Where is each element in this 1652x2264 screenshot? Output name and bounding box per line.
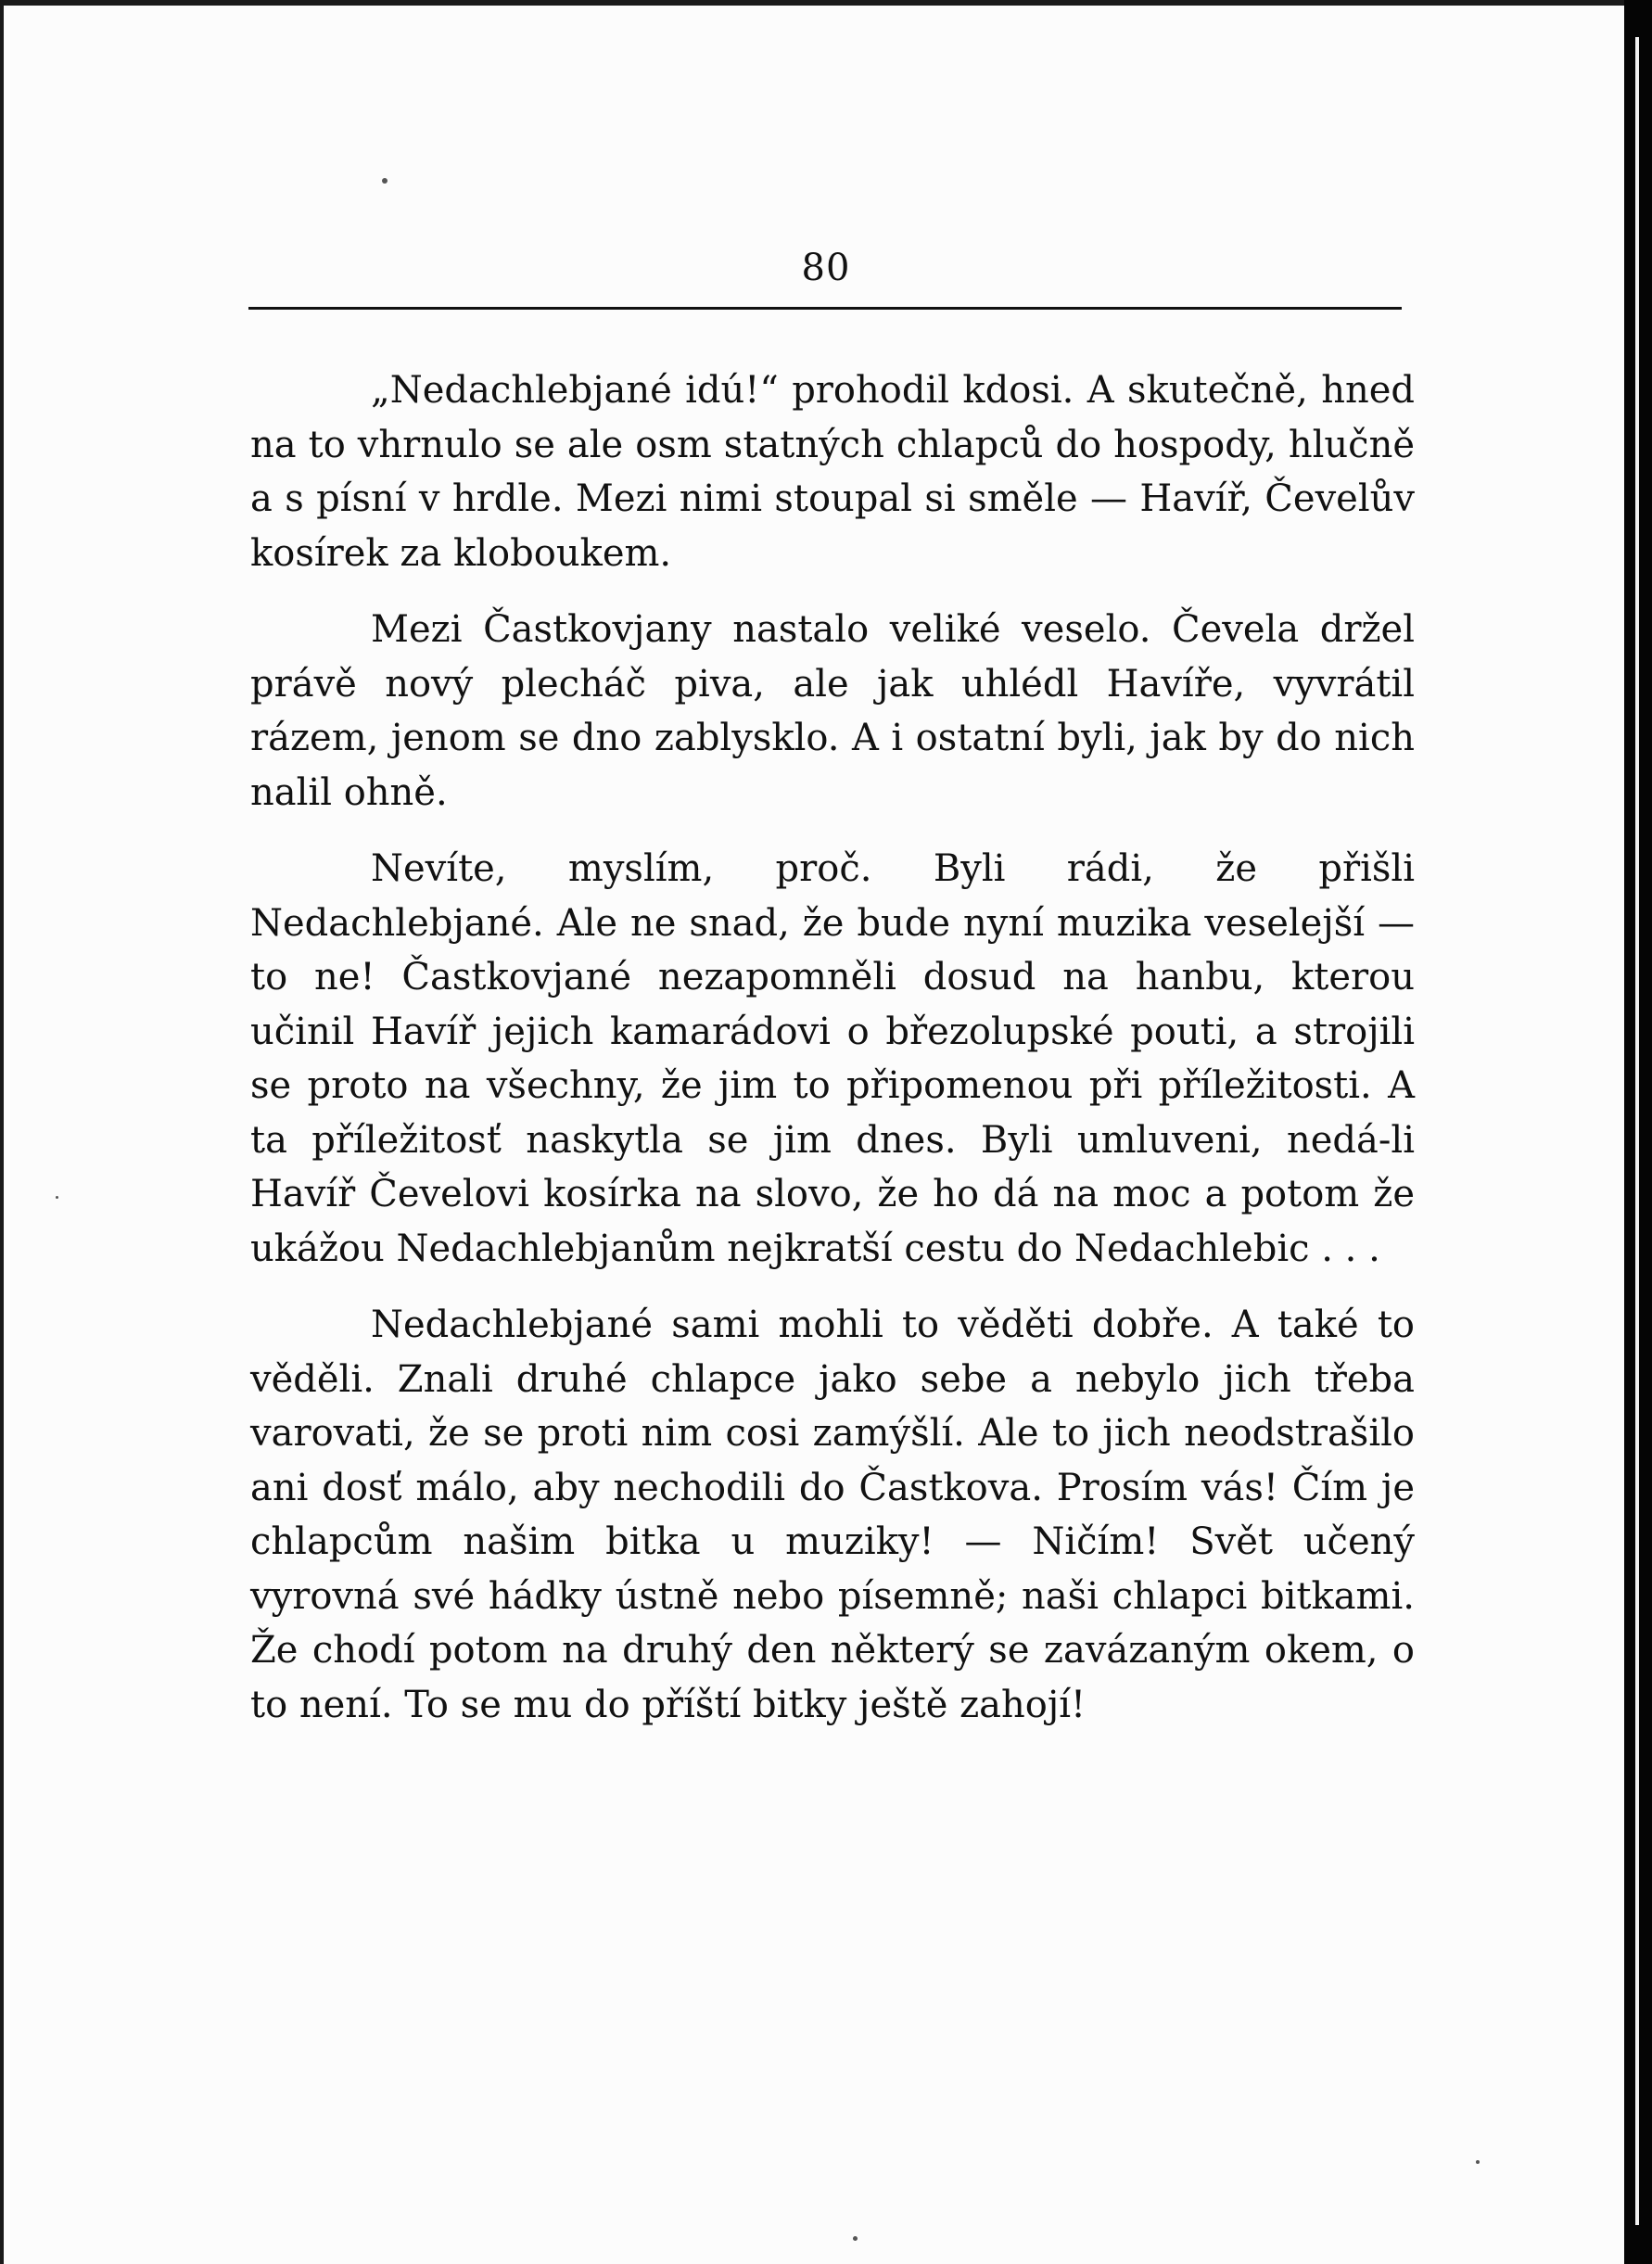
- paragraph: Mezi Častkovjany nastalo veliké veselo. Čevela držel právě nový plecháč piva, ale jak uhlédl Havíře, vyvrátil rázem, jenom se dno zablysklo. A i ostatní byli, jak by do nich nalil ohně.: [250, 608, 1415, 814]
- paragraph: Nevíte, myslím, proč. Byli rádi, že přišli Nedachlebjané. Ale ne snad, že bude nyní muzika veselejší — to ne! Častkovjané nezapomněli dosud na hanbu, kterou učinil Havíř jejich kamarádovi o březolupské pouti, a strojili se proto na všechny, že jim to připomenou při příležitosti. A ta příležitosť naskytla se jim dnes. Byli umluveni, nedá-li Havíř Čevelovi kosírka na slovo, že ho dá na moc a potom že ukážou Nedachlebjanům nejkratší cestu do Nedachlebic . . .: [250, 847, 1415, 1270]
- scan-speck: [1476, 2160, 1480, 2164]
- scan-right-rule: [1635, 37, 1639, 2225]
- paragraph: „Nedachlebjané idú!“ prohodil kdosi. A skutečně, hned na to vhrnulo se ale osm statných chlapců do hospody, hlučně a s písní v hrdle. Mezi nimi stoupal si směle — Havíř, Čevelův kosírek za kloboukem.: [250, 369, 1415, 575]
- scan-speck: [56, 1196, 58, 1199]
- scan-top-edge: [0, 0, 1624, 6]
- paragraph: Nedachlebjané sami mohli to věděti dobře. A také to věděli. Znali druhé chlapce jako sebe a nebylo jich třeba varovati, že se proti nim cosi zamýšlí. Ale to jich neodstrašilo ani dosť málo, aby nechodili do Častkova. Prosím vás! Čím je chlapcům našim bitka u muziky! — Ničím! Svět učený vyrovná své hádky ústně nebo písemně; naši chlapci bitkami. Že chodí potom na druhý den některý se zavázaným okem, o to není. To se mu do příští bitky ještě zahojí!: [250, 1304, 1415, 1726]
- header-rule: [248, 307, 1402, 310]
- scan-speck: [382, 178, 388, 184]
- scan-speck: [853, 2236, 858, 2241]
- page-number: 80: [801, 247, 851, 289]
- body-text: [250, 363, 1415, 1754]
- scan-left-edge: [0, 0, 4, 2264]
